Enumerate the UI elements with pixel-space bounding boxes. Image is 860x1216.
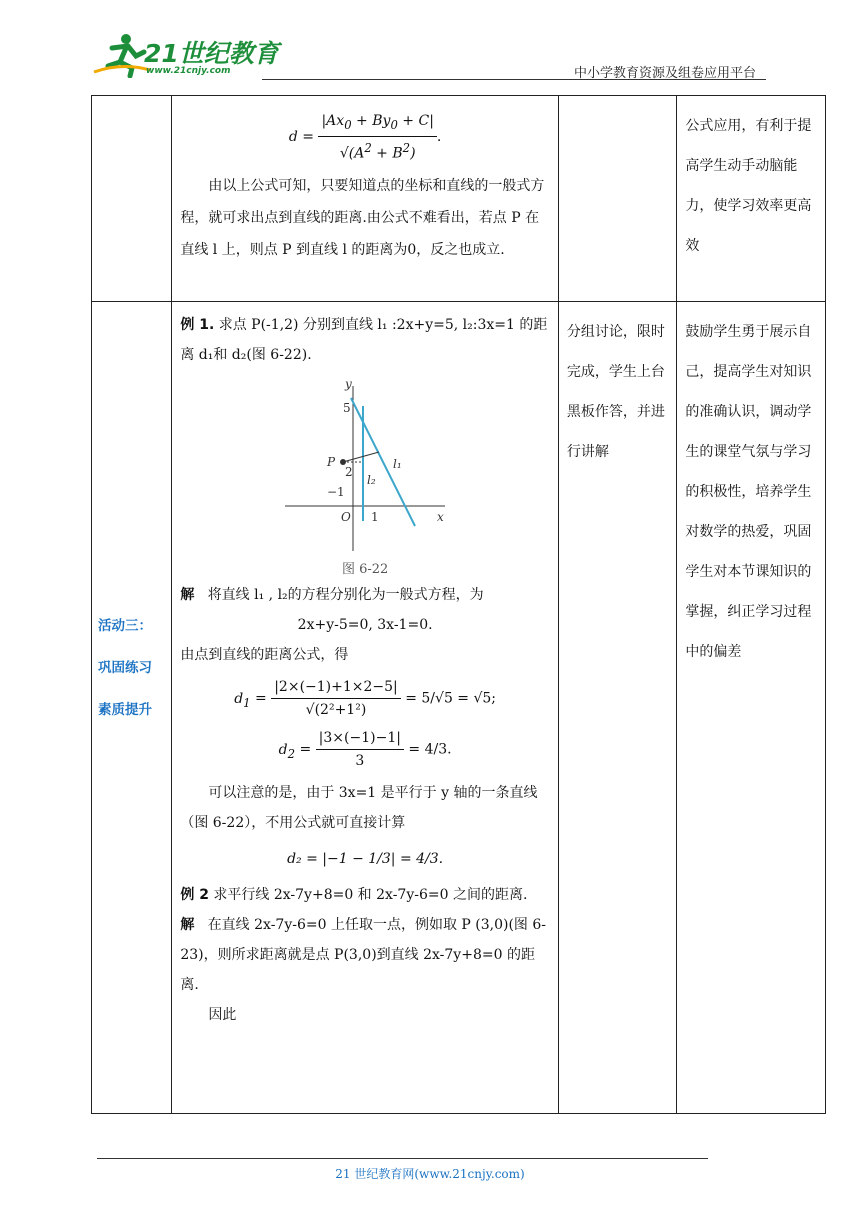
d2-denominator: 3 (355, 753, 365, 769)
page-header (0, 0, 860, 85)
example-1 (180, 310, 550, 370)
header-divider (262, 79, 766, 80)
logo-url: www.21cnjy.com (146, 66, 231, 76)
figure-neg1-label: −1 (327, 485, 345, 499)
d2-direct-formula: d₂ = |−1 − 1/3| = 4/3. (287, 851, 444, 867)
activity-cell-empty (92, 96, 172, 302)
figure-6-22 (275, 376, 455, 556)
d1-numerator: |2×(−1)+1×2−5| (271, 676, 401, 699)
student-activity-cell-empty (558, 96, 676, 302)
content-cell (172, 96, 559, 302)
example-2-text: 求平行线 2x-7y+8=0 和 2x-7y-6=0 之间的距离. (213, 887, 528, 903)
example-1-text: 求点 P(-1,2) 分别到直线 l₁ :2x+y=5, l₂:3x=1 的距离 d₁和 d₂(图 6-22). (180, 317, 548, 363)
figure-x-label: x (437, 510, 444, 524)
activity-label-line: 巩固练习 (98, 659, 152, 676)
activity-label-cell (92, 302, 172, 1114)
runner-logo-icon (92, 32, 152, 78)
figure-y-label: y (345, 377, 352, 391)
d1-result: = 5/√5 = √5; (405, 690, 497, 707)
example-2 (180, 880, 550, 910)
d2-numerator: |3×(−1)−1| (316, 727, 404, 750)
logo-text: 21世纪教育 (144, 39, 279, 68)
formula-explanation: 由以上公式可知，只要知道点的坐标和直线的一般式方程，就可求出点到直线的距离.由公式不难看出，若点 P 在直线 l 上，则点 P 到直线 l 的距离为0，反之也成立. (180, 178, 545, 259)
header-platform-text: 中小学教育资源及组卷应用平台 (573, 66, 756, 81)
solution-1 (180, 580, 550, 610)
figure-origin-label: O (341, 510, 351, 524)
figure-caption: 图 6-22 (341, 562, 389, 577)
table-row (92, 302, 826, 1114)
figure-l1-label: l₁ (393, 457, 402, 471)
design-intent-text: 公式应用，有利于提高学生动手动脑能力，使学习效率更高效 (685, 118, 812, 254)
solution-label: 解 (180, 587, 195, 603)
distance-formula: d = $\frac{|Ax_0 + By_0 + C|}{√(A^2 + B^2)}$ . (180, 110, 550, 164)
content-cell (172, 302, 559, 1114)
d2-formula: $d_2$ = $\frac{|3\times(-1)-1|}{3}$ = 4/3. (180, 727, 550, 772)
example-1-label: 例 1. (180, 317, 215, 333)
design-intent-cell (677, 302, 826, 1114)
lesson-table (91, 95, 826, 1114)
therefore-text: 因此 (208, 1007, 237, 1023)
solution-2-label: 解 (180, 917, 195, 933)
table-row (92, 96, 826, 302)
distance-formula-intro: 由点到直线的距离公式，得 (180, 647, 349, 663)
design-intent-cell (677, 96, 826, 302)
solution-2-text: 在直线 2x-7y-6=0 上任取一点，例如取 P (3,0)(图 6-23)，则所求距离就是点 P(3,0)到直线 2x-7y+8=0 的距离. (180, 917, 547, 993)
d2-result: = 4/3. (408, 741, 452, 758)
distance-fraction: $\frac{|Ax_0 + By_0 + C|}{√(A^2 + B^2)}$ (318, 110, 436, 164)
figure-p-label: P (327, 455, 336, 469)
student-activity-text: 分组讨论，限时完成，学生上台黑板作答，并进行讲解 (566, 324, 665, 460)
student-activity-cell (558, 302, 676, 1114)
footer-divider (97, 1158, 708, 1159)
solution-text: 将直线 l₁ , l₂的方程分别化为一般式方程，为 (207, 587, 484, 603)
example-2-label: 例 2 (180, 887, 209, 903)
activity-label-line: 素质提升 (98, 701, 152, 718)
footer-text: 21 世纪教育网(www.21cnjy.com) (335, 1167, 525, 1181)
solution-2 (180, 910, 550, 1000)
design-intent-text: 鼓励学生勇于展示自己，提高学生对知识的准确认识，调动学生的课堂气氛与学习的积极性，培养学生对数学的热爱，巩固学生对本节课知识的掌握，纠正学习过程中的偏差 (685, 324, 812, 660)
parallel-note: 可以注意的是，由于 3x=1 是平行于 y 轴的一条直线（图 6-22），不用公式就可直接计算 (180, 785, 538, 831)
figure-l2-label: l₂ (367, 473, 376, 487)
d1-formula: $d_1$ = $\frac{|2\times(-1)+1\times 2-5|}{\text{√(2²+1²)}}$ = 5/√5 = √5; (180, 676, 550, 721)
figure-1-label: 1 (371, 510, 379, 524)
d1-denominator: √(2²+1²) (305, 702, 367, 718)
general-equations: 2x+y-5=0, 3x-1=0. (297, 617, 433, 633)
activity-label-line: 活动三： (98, 617, 152, 634)
figure-5-label: 5 (343, 401, 351, 415)
figure-2-label: 2 (345, 465, 353, 479)
